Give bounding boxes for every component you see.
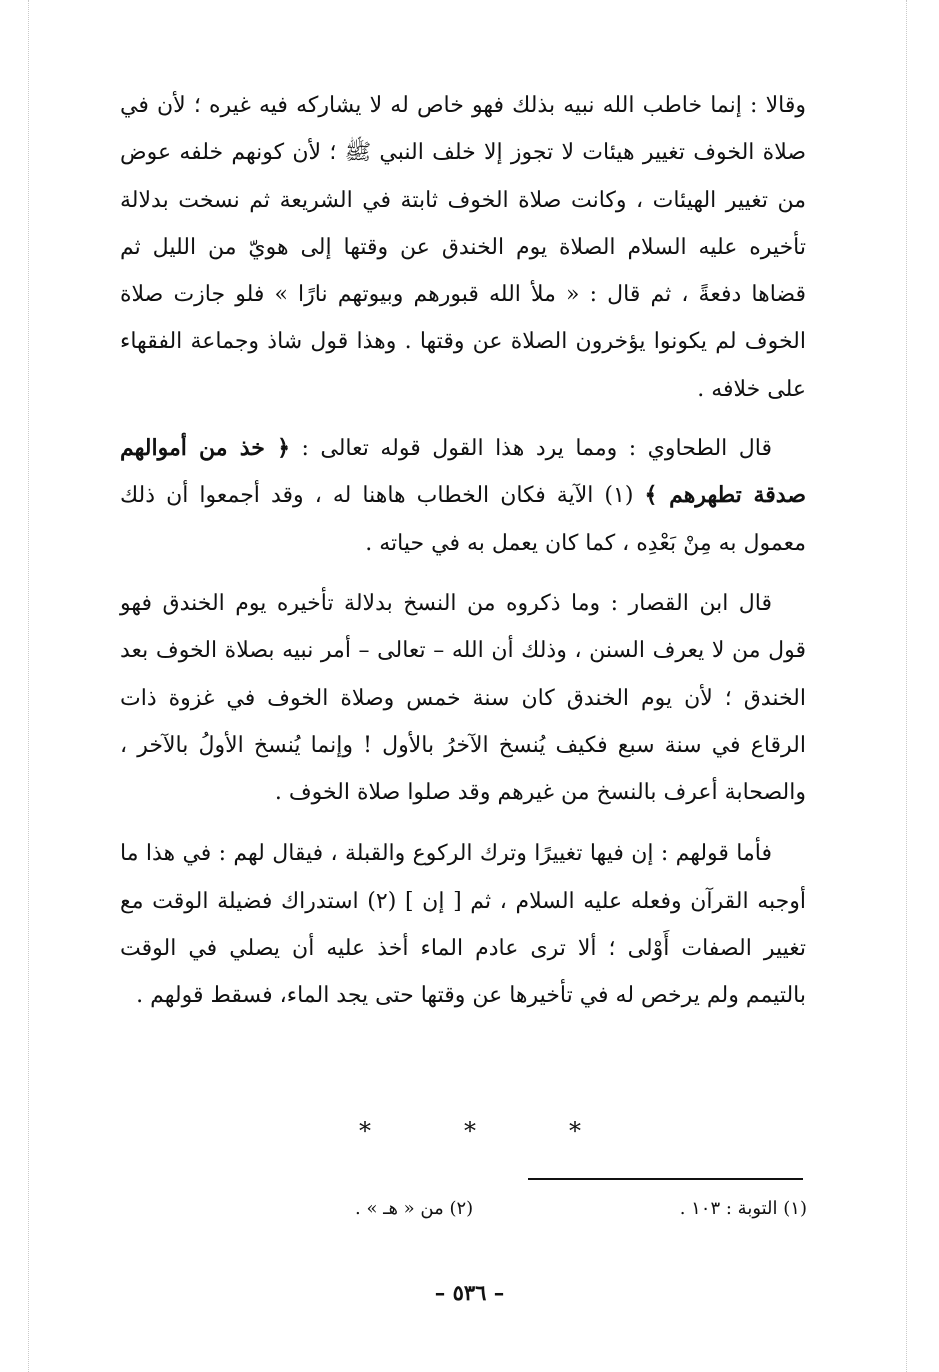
- quran-quote: ﴿ خذ من أموالهم صدقة تطهرهم ﴾: [120, 435, 807, 509]
- footnote-ref-2: (٢): [358, 888, 405, 914]
- main-text: [120, 82, 806, 1020]
- paragraph-4: [120, 830, 806, 1019]
- paragraph-2: [120, 425, 806, 567]
- separator-star: *: [569, 1117, 581, 1145]
- separator-star: *: [359, 1117, 371, 1145]
- footnote-ref-1: (١): [593, 483, 645, 509]
- scan-edge-right: [906, 0, 907, 1372]
- separator-star: *: [464, 1117, 476, 1145]
- footnote-rule: [528, 1178, 803, 1180]
- paragraph-4-part-1: فأما قولهم : إن فيها تغييرًا وترك الركوع والقبلة ، فيقال لهم : في هذا ما أوجبه القرآن وفعله عليه السلام ، ثم [ إن ]: [120, 841, 807, 914]
- section-separator: [350, 1116, 590, 1146]
- scan-edge-left: [28, 0, 29, 1372]
- paragraph-4-part-2: استدراك فضيلة الوقت مع تغيير الصفات أَوْلى ؛ ألا ترى عادم الماء أخذ عليه أن يصلي في الوقت بالتيمم ولم يرخص له في تأخيرها عن وقتها حتى يجد الماء، فسقط قولهم .: [120, 888, 806, 1009]
- paragraph-2-rest: الآية فكان الخطاب هاهنا له ، وقد أجمعوا أن ذلك معمول به مِنْ بَعْدِه ، كما كان يعمل به في حياته .: [120, 483, 806, 556]
- footnotes: [355, 1196, 807, 1222]
- footnote-2: (٢) من « هـ » .: [355, 1198, 474, 1219]
- page-number: – ٥٣٦ –: [434, 1280, 505, 1305]
- paragraph-1: وقالا : إنما خاطب الله نبيه بذلك فهو خاص له لا يشاركه فيه غيره ؛ لأن في صلاة الخوف تغيير هيئات لا تجوز إلا خلف النبي ﷺ ؛ لأن كونهم خلفه عوض من تغيير الهيئات ، وكانت صلاة الخوف ثابتة في الشريعة ثم نسخت بدلالة تأخيره عليه السلام الصلاة يوم الخندق عن وقتها إلى هويّ من الليل ثم قضاها دفعةً ، ثم قال : « ملأ الله قبورهم وبيوتهم نارًا » فلو جازت صلاة الخوف لم يكونوا يؤخرون الصلاة عن وقتها . وهذا قول شاذ وجماعة الفقهاء على خلافه .: [120, 93, 806, 402]
- footnote-1: (١) التوبة : ١٠٣ .: [679, 1198, 807, 1219]
- paragraph-3: قال ابن القصار : وما ذكروه من النسخ بدلالة تأخيره يوم الخندق فهو قول من لا يعرف السنن ، وذلك أن الله – تعالى – أمر نبيه بصلاة الخوف بعد الخندق ؛ لأن يوم الخندق كان سنة خمس وصلاة الخوف في غزوة ذات الرقاع في سنة سبع فكيف يُنسخ الآخرُ بالأول ! وإنما يُنسخ الأولُ بالآخر ، والصحابة أعرف بالنسخ من غيرهم وقد صلوا صلاة الخوف .: [120, 590, 806, 806]
- paragraph-2-intro: قال الطحاوي : ومما يرد هذا القول قوله تعالى :: [301, 436, 772, 462]
